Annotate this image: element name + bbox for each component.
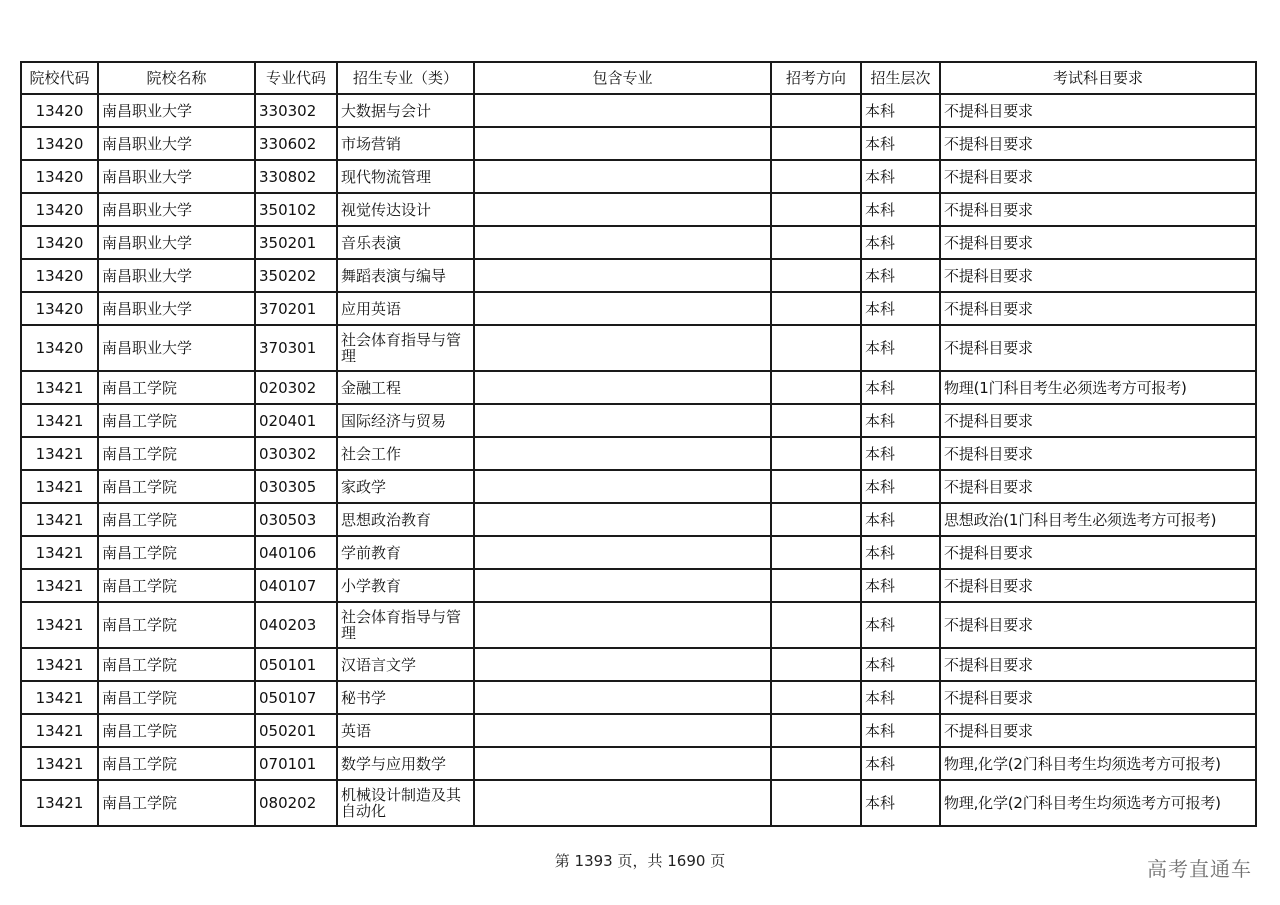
- table-header-row: [21, 62, 1256, 94]
- cell-direction: [771, 371, 861, 404]
- cell-major: 小学教育: [337, 569, 474, 602]
- table-row: [21, 470, 1256, 503]
- cell-major: 学前教育: [337, 536, 474, 569]
- cell-major-code: 350201: [255, 226, 337, 259]
- cell-school-code: 13420: [21, 226, 98, 259]
- cell-school-code: 13421: [21, 404, 98, 437]
- table-row: [21, 226, 1256, 259]
- cell-school-code: 13420: [21, 94, 98, 127]
- cell-requirement: 不提科目要求: [940, 569, 1256, 602]
- cell-major: 国际经济与贸易: [337, 404, 474, 437]
- cell-major-code: 040203: [255, 602, 337, 648]
- cell-school-code: 13421: [21, 714, 98, 747]
- cell-direction: [771, 714, 861, 747]
- cell-school-code: 13421: [21, 648, 98, 681]
- cell-included-majors: [474, 569, 771, 602]
- cell-included-majors: [474, 226, 771, 259]
- cell-school-code: 13421: [21, 602, 98, 648]
- cell-school-code: 13421: [21, 569, 98, 602]
- cell-school-name: 南昌职业大学: [98, 94, 255, 127]
- cell-school-name: 南昌工学院: [98, 404, 255, 437]
- cell-school-code: 13421: [21, 681, 98, 714]
- cell-requirement: 不提科目要求: [940, 193, 1256, 226]
- table-row: [21, 127, 1256, 160]
- cell-level: 本科: [861, 127, 940, 160]
- cell-direction: [771, 536, 861, 569]
- cell-direction: [771, 226, 861, 259]
- cell-major: 社会工作: [337, 437, 474, 470]
- cell-level: 本科: [861, 780, 940, 826]
- cell-level: 本科: [861, 747, 940, 780]
- cell-school-name: 南昌工学院: [98, 602, 255, 648]
- cell-school-name: 南昌工学院: [98, 470, 255, 503]
- cell-major: 应用英语: [337, 292, 474, 325]
- cell-level: 本科: [861, 648, 940, 681]
- cell-major-code: 070101: [255, 747, 337, 780]
- cell-major: 现代物流管理: [337, 160, 474, 193]
- cell-school-code: 13421: [21, 437, 98, 470]
- cell-included-majors: [474, 325, 771, 371]
- cell-school-name: 南昌职业大学: [98, 127, 255, 160]
- cell-level: 本科: [861, 681, 940, 714]
- cell-major-code: 050107: [255, 681, 337, 714]
- cell-level: 本科: [861, 437, 940, 470]
- cell-school-name: 南昌工学院: [98, 714, 255, 747]
- cell-school-name: 南昌职业大学: [98, 193, 255, 226]
- cell-included-majors: [474, 160, 771, 193]
- table-row: [21, 371, 1256, 404]
- cell-level: 本科: [861, 371, 940, 404]
- cell-school-name: 南昌工学院: [98, 536, 255, 569]
- cell-level: 本科: [861, 292, 940, 325]
- cell-included-majors: [474, 259, 771, 292]
- cell-major: 英语: [337, 714, 474, 747]
- cell-major: 思想政治教育: [337, 503, 474, 536]
- cell-major: 舞蹈表演与编导: [337, 259, 474, 292]
- cell-included-majors: [474, 681, 771, 714]
- cell-school-name: 南昌工学院: [98, 503, 255, 536]
- cell-school-code: 13421: [21, 503, 98, 536]
- table-row: [21, 569, 1256, 602]
- cell-included-majors: [474, 780, 771, 826]
- cell-school-name: 南昌职业大学: [98, 160, 255, 193]
- cell-school-code: 13420: [21, 325, 98, 371]
- header-requirement: 考试科目要求: [940, 62, 1256, 94]
- table-row: [21, 160, 1256, 193]
- cell-requirement: 物理,化学(2门科目考生均须选考方可报考): [940, 747, 1256, 780]
- cell-requirement: 不提科目要求: [940, 602, 1256, 648]
- cell-direction: [771, 503, 861, 536]
- cell-major: 视觉传达设计: [337, 193, 474, 226]
- cell-requirement: 思想政治(1门科目考生必须选考方可报考): [940, 503, 1256, 536]
- cell-direction: [771, 569, 861, 602]
- table-row: [21, 404, 1256, 437]
- cell-school-name: 南昌工学院: [98, 437, 255, 470]
- table-row: [21, 747, 1256, 780]
- header-major: 招生专业（类）: [337, 62, 474, 94]
- cell-level: 本科: [861, 503, 940, 536]
- cell-school-name: 南昌职业大学: [98, 292, 255, 325]
- cell-direction: [771, 193, 861, 226]
- cell-major-code: 050201: [255, 714, 337, 747]
- cell-requirement: 不提科目要求: [940, 127, 1256, 160]
- cell-level: 本科: [861, 193, 940, 226]
- cell-requirement: 不提科目要求: [940, 437, 1256, 470]
- header-major-code: 专业代码: [255, 62, 337, 94]
- cell-school-code: 13421: [21, 536, 98, 569]
- cell-level: 本科: [861, 94, 940, 127]
- cell-included-majors: [474, 714, 771, 747]
- cell-requirement: 不提科目要求: [940, 714, 1256, 747]
- cell-direction: [771, 648, 861, 681]
- cell-major: 音乐表演: [337, 226, 474, 259]
- cell-school-name: 南昌职业大学: [98, 226, 255, 259]
- cell-major-code: 370201: [255, 292, 337, 325]
- cell-direction: [771, 780, 861, 826]
- cell-requirement: 不提科目要求: [940, 259, 1256, 292]
- cell-requirement: 物理,化学(2门科目考生均须选考方可报考): [940, 780, 1256, 826]
- cell-major: 秘书学: [337, 681, 474, 714]
- cell-requirement: 不提科目要求: [940, 226, 1256, 259]
- table-row: [21, 292, 1256, 325]
- cell-direction: [771, 747, 861, 780]
- cell-direction: [771, 470, 861, 503]
- cell-school-code: 13421: [21, 747, 98, 780]
- table-row: [21, 325, 1256, 371]
- cell-major-code: 040106: [255, 536, 337, 569]
- cell-included-majors: [474, 536, 771, 569]
- cell-direction: [771, 437, 861, 470]
- cell-school-name: 南昌工学院: [98, 681, 255, 714]
- cell-major-code: 330802: [255, 160, 337, 193]
- table-row: [21, 259, 1256, 292]
- cell-major: 大数据与会计: [337, 94, 474, 127]
- cell-school-code: 13421: [21, 780, 98, 826]
- watermark-text: 高考直通车: [1147, 857, 1252, 881]
- cell-school-name: 南昌工学院: [98, 648, 255, 681]
- cell-school-name: 南昌职业大学: [98, 325, 255, 371]
- cell-major: 社会体育指导与管理: [337, 325, 474, 371]
- table-body: [21, 94, 1256, 826]
- cell-included-majors: [474, 193, 771, 226]
- cell-requirement: 不提科目要求: [940, 470, 1256, 503]
- cell-school-name: 南昌工学院: [98, 747, 255, 780]
- cell-included-majors: [474, 437, 771, 470]
- cell-level: 本科: [861, 226, 940, 259]
- cell-school-code: 13421: [21, 371, 98, 404]
- cell-major: 汉语言文学: [337, 648, 474, 681]
- cell-school-name: 南昌职业大学: [98, 259, 255, 292]
- cell-requirement: 不提科目要求: [940, 292, 1256, 325]
- table-row: [21, 503, 1256, 536]
- cell-level: 本科: [861, 325, 940, 371]
- cell-school-name: 南昌工学院: [98, 569, 255, 602]
- cell-major-code: 350102: [255, 193, 337, 226]
- cell-requirement: 不提科目要求: [940, 536, 1256, 569]
- cell-included-majors: [474, 94, 771, 127]
- cell-level: 本科: [861, 569, 940, 602]
- cell-direction: [771, 94, 861, 127]
- cell-included-majors: [474, 292, 771, 325]
- cell-level: 本科: [861, 602, 940, 648]
- cell-major-code: 020302: [255, 371, 337, 404]
- cell-included-majors: [474, 503, 771, 536]
- table-row: [21, 536, 1256, 569]
- cell-direction: [771, 681, 861, 714]
- header-school-name: 院校名称: [98, 62, 255, 94]
- cell-school-code: 13421: [21, 470, 98, 503]
- cell-direction: [771, 292, 861, 325]
- table-row: [21, 714, 1256, 747]
- cell-requirement: 不提科目要求: [940, 94, 1256, 127]
- cell-school-code: 13420: [21, 193, 98, 226]
- cell-requirement: 物理(1门科目考生必须选考方可报考): [940, 371, 1256, 404]
- cell-direction: [771, 127, 861, 160]
- cell-included-majors: [474, 648, 771, 681]
- table-row: [21, 193, 1256, 226]
- cell-school-code: 13420: [21, 127, 98, 160]
- cell-major-code: 350202: [255, 259, 337, 292]
- cell-school-code: 13420: [21, 160, 98, 193]
- admissions-table: [20, 61, 1257, 827]
- cell-major: 金融工程: [337, 371, 474, 404]
- table-row: [21, 437, 1256, 470]
- cell-major-code: 080202: [255, 780, 337, 826]
- cell-level: 本科: [861, 536, 940, 569]
- table-row: [21, 648, 1256, 681]
- cell-included-majors: [474, 404, 771, 437]
- cell-major-code: 030302: [255, 437, 337, 470]
- cell-direction: [771, 259, 861, 292]
- cell-included-majors: [474, 371, 771, 404]
- table-row: [21, 602, 1256, 648]
- cell-major-code: 040107: [255, 569, 337, 602]
- cell-level: 本科: [861, 160, 940, 193]
- cell-major: 家政学: [337, 470, 474, 503]
- cell-requirement: 不提科目要求: [940, 648, 1256, 681]
- cell-major-code: 030503: [255, 503, 337, 536]
- cell-requirement: 不提科目要求: [940, 404, 1256, 437]
- cell-major: 机械设计制造及其自动化: [337, 780, 474, 826]
- cell-major: 市场营销: [337, 127, 474, 160]
- header-direction: 招考方向: [771, 62, 861, 94]
- cell-major-code: 330302: [255, 94, 337, 127]
- header-included-majors: 包含专业: [474, 62, 771, 94]
- cell-requirement: 不提科目要求: [940, 160, 1256, 193]
- cell-major-code: 020401: [255, 404, 337, 437]
- table-row: [21, 681, 1256, 714]
- cell-direction: [771, 602, 861, 648]
- header-school-code: 院校代码: [21, 62, 98, 94]
- cell-included-majors: [474, 602, 771, 648]
- cell-level: 本科: [861, 259, 940, 292]
- table-row: [21, 94, 1256, 127]
- cell-included-majors: [474, 470, 771, 503]
- header-level: 招生层次: [861, 62, 940, 94]
- cell-major-code: 030305: [255, 470, 337, 503]
- cell-major: 社会体育指导与管理: [337, 602, 474, 648]
- cell-major-code: 370301: [255, 325, 337, 371]
- cell-school-name: 南昌工学院: [98, 371, 255, 404]
- cell-major: 数学与应用数学: [337, 747, 474, 780]
- cell-major-code: 050101: [255, 648, 337, 681]
- cell-level: 本科: [861, 404, 940, 437]
- cell-level: 本科: [861, 714, 940, 747]
- cell-school-code: 13420: [21, 292, 98, 325]
- cell-requirement: 不提科目要求: [940, 325, 1256, 371]
- cell-requirement: 不提科目要求: [940, 681, 1256, 714]
- cell-level: 本科: [861, 470, 940, 503]
- page-number: 第 1393 页，共 1690 页: [554, 852, 726, 870]
- cell-direction: [771, 404, 861, 437]
- cell-school-code: 13420: [21, 259, 98, 292]
- cell-direction: [771, 160, 861, 193]
- cell-included-majors: [474, 127, 771, 160]
- table-row: [21, 780, 1256, 826]
- cell-major-code: 330602: [255, 127, 337, 160]
- cell-school-name: 南昌工学院: [98, 780, 255, 826]
- cell-included-majors: [474, 747, 771, 780]
- cell-direction: [771, 325, 861, 371]
